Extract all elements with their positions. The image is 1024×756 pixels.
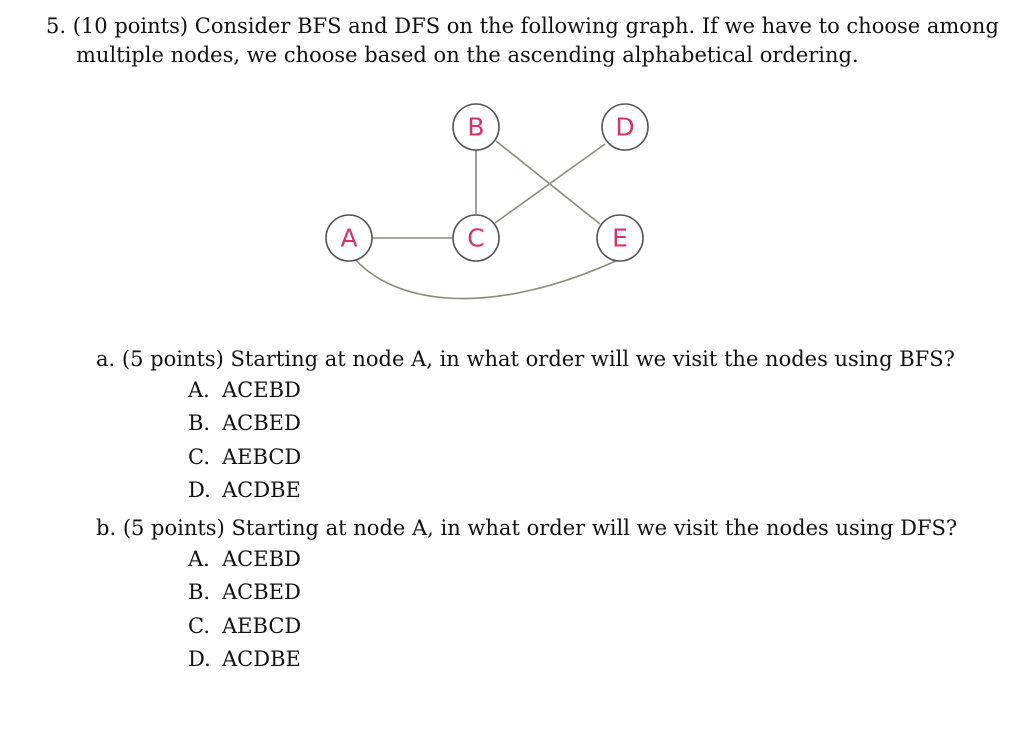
- part-b-option-c[interactable]: C. AEBCD: [188, 613, 302, 638]
- part-a-option-b[interactable]: B. ACBED: [188, 411, 301, 436]
- node-label-a: A: [340, 223, 358, 253]
- node-e: [597, 215, 643, 261]
- part-a: [96, 345, 996, 507]
- node-label-c: C: [467, 223, 485, 253]
- part-a-points: (5 points): [121, 347, 224, 371]
- edge-c-d: [495, 144, 605, 223]
- graph-diagram: [0, 0, 1024, 340]
- node-label-e: E: [612, 223, 628, 253]
- part-a-option-c[interactable]: C. AEBCD: [188, 444, 302, 469]
- part-b-options: [96, 543, 996, 676]
- part-a-stem: [96, 345, 996, 374]
- node-d: [602, 104, 648, 150]
- part-b-label: b.: [96, 516, 117, 540]
- part-b-points: (5 points): [122, 516, 225, 540]
- question-number: 5.: [46, 14, 67, 38]
- part-b-option-d[interactable]: D. ACDBE: [188, 646, 301, 671]
- part-a-option-a[interactable]: A. ACEBD: [188, 378, 301, 402]
- question-line-2: multiple nodes, we choose based on the ascending alphabetical ordering.: [76, 43, 859, 67]
- part-a-options: [96, 374, 996, 507]
- part-b-option-a[interactable]: A. ACEBD: [188, 547, 301, 571]
- question-points: (10 points): [72, 14, 189, 38]
- part-a-option-d[interactable]: D. ACDBE: [188, 477, 301, 502]
- node-a: [326, 215, 372, 261]
- part-a-label: a.: [96, 347, 116, 371]
- part-a-text: Starting at node A, in what order will we visit the nodes using BFS?: [230, 347, 955, 371]
- node-label-d: D: [615, 112, 635, 142]
- question-text-1: Consider BFS and DFS on the following graph. If we have to choose among: [194, 14, 999, 38]
- part-b-text: Starting at node A, in what order will we visit the nodes using DFS?: [231, 516, 958, 540]
- edge-a-e: [354, 258, 618, 299]
- node-label-b: B: [467, 112, 485, 142]
- node-b: [453, 104, 499, 150]
- part-b-option-b[interactable]: B. ACBED: [188, 580, 301, 605]
- part-b: [96, 514, 996, 676]
- node-c: [453, 215, 499, 261]
- part-b-stem: [96, 514, 996, 543]
